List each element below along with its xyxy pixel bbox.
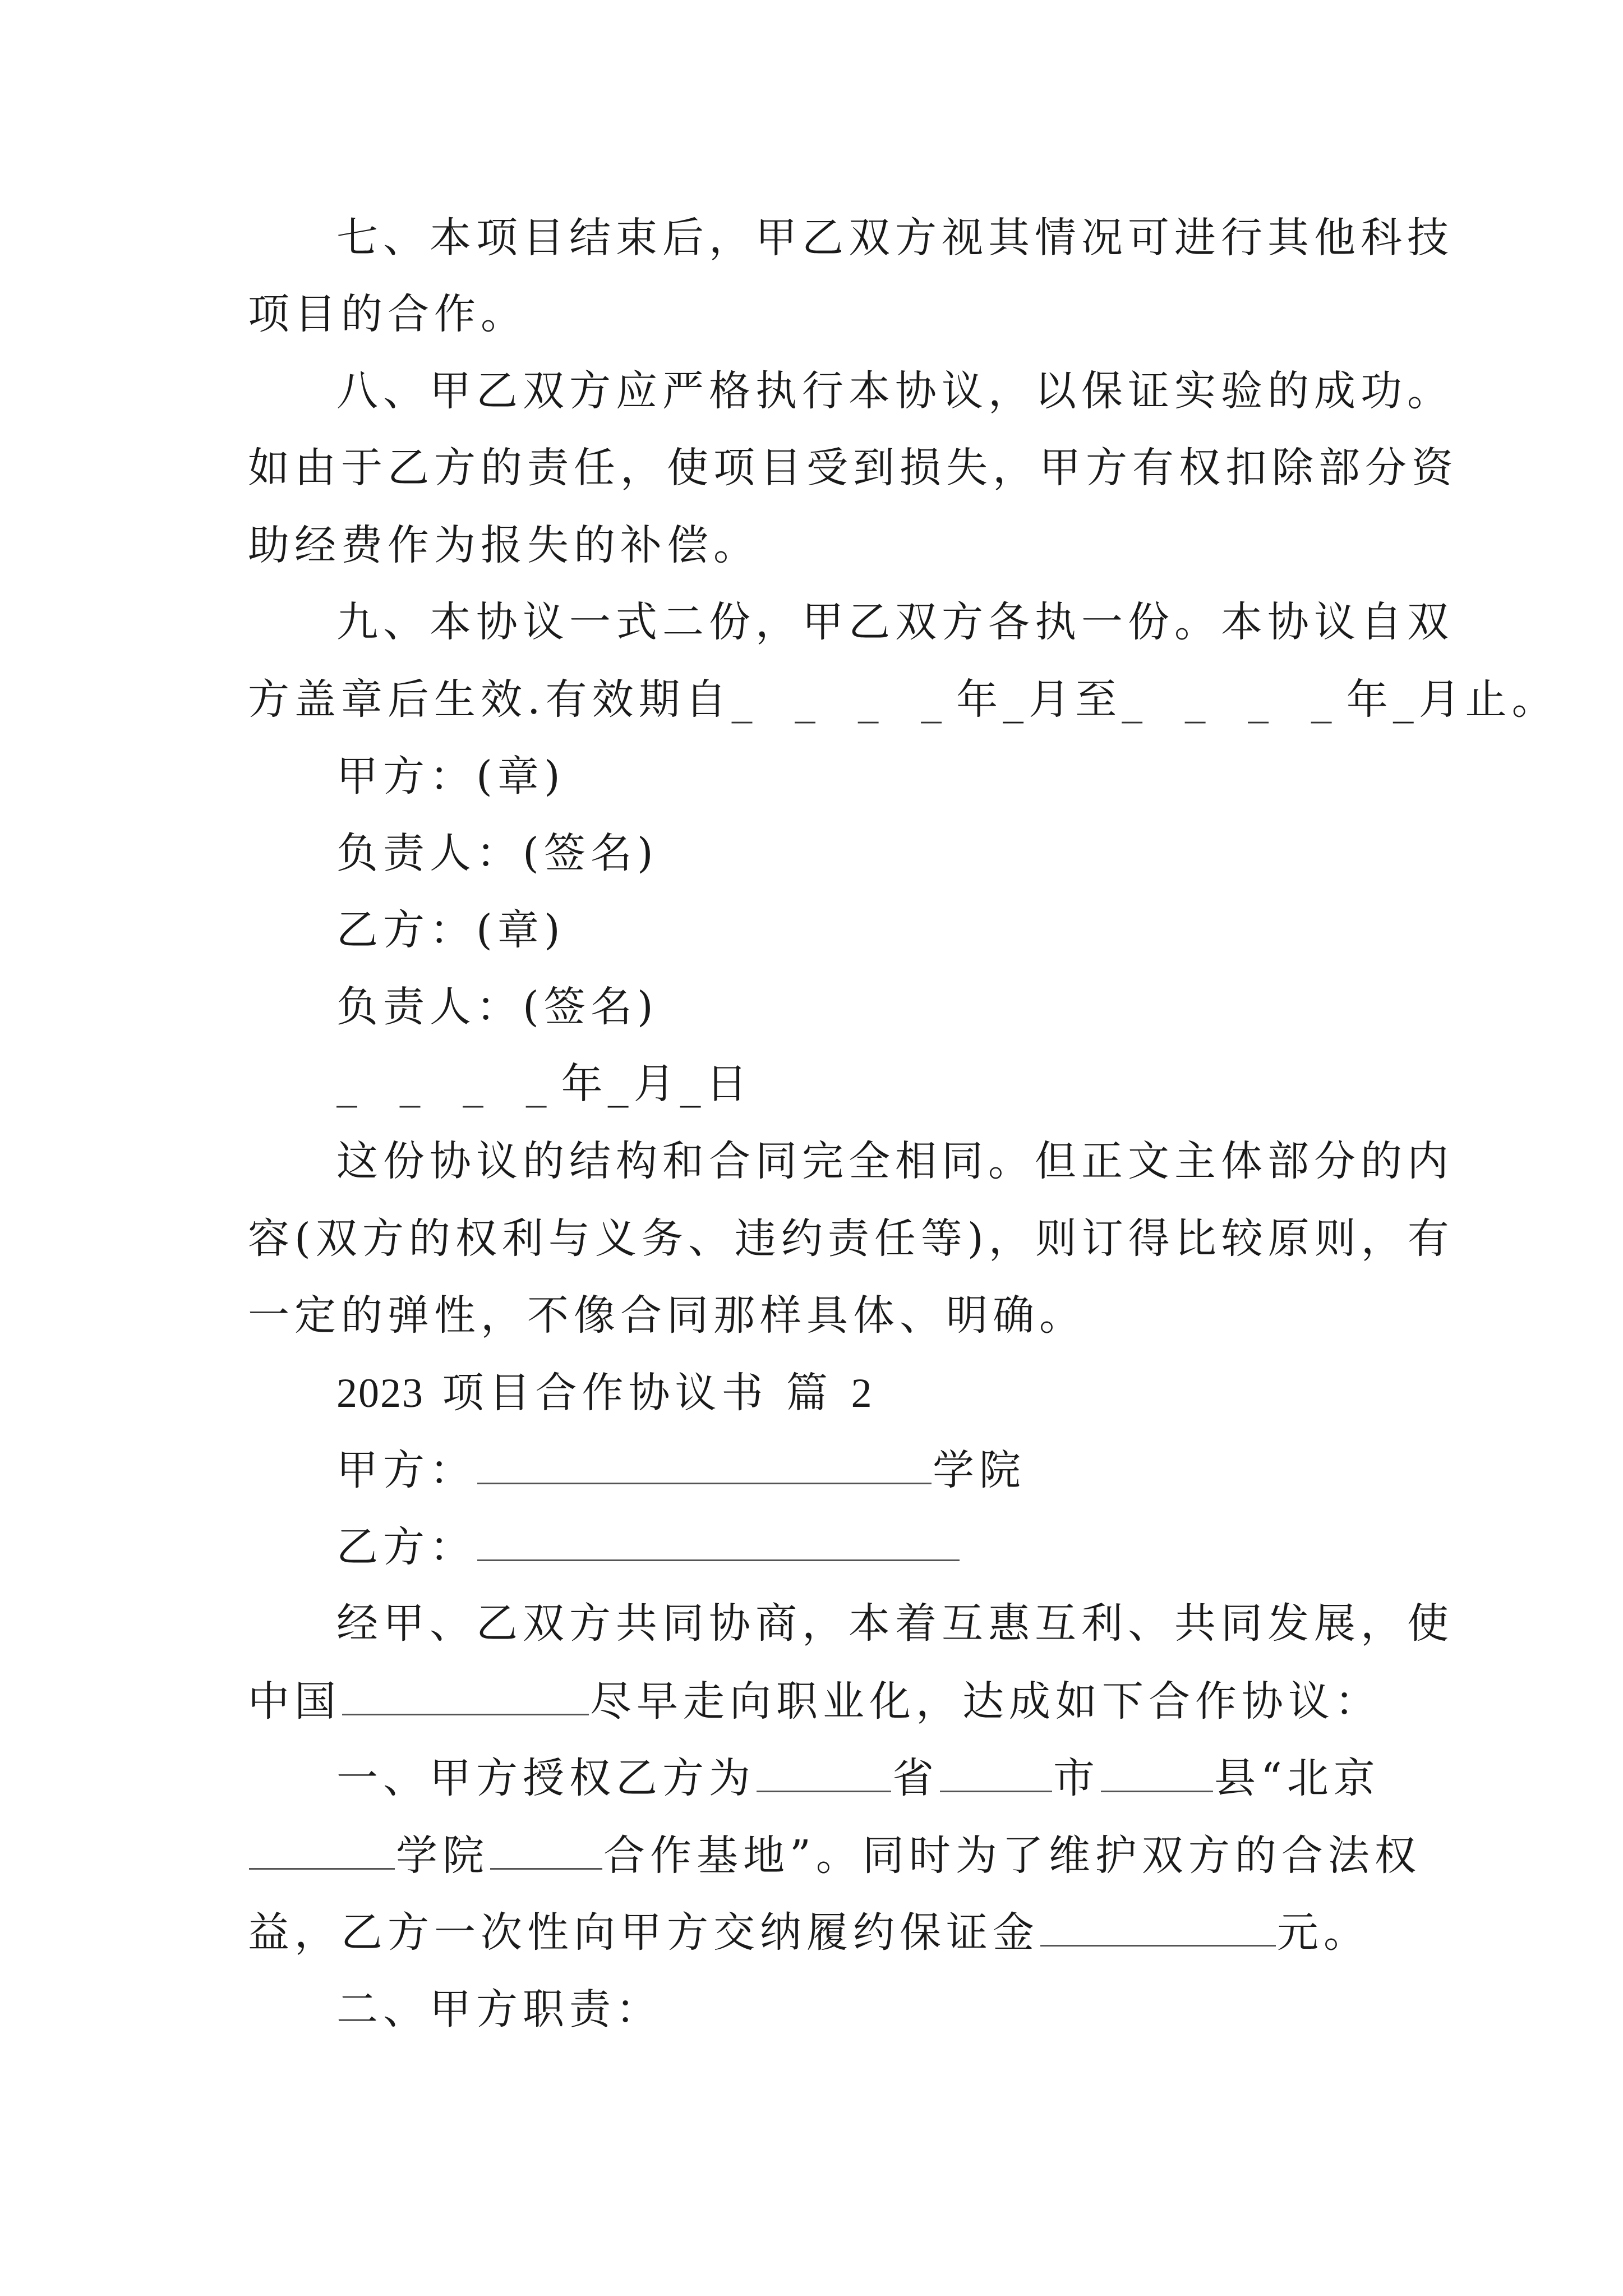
county-label: 县“北京 <box>1214 1754 1380 1802</box>
college-label: 学院 <box>396 1832 489 1880</box>
party-b-blank <box>477 1526 960 1561</box>
party-a-suffix: 学院 <box>933 1446 1026 1494</box>
month-end-label: 月止。 <box>1418 675 1559 724</box>
paragraph-8-line-2: 如由于乙方的责任，使项目受到损失，甲方有权扣除部分资 <box>248 444 1458 492</box>
clause-2-heading: 二、甲方职责： <box>336 1985 662 2033</box>
deposit-amount-blank <box>1040 1911 1276 1947</box>
city-label: 市 <box>1053 1754 1100 1802</box>
province-label: 省 <box>892 1754 939 1802</box>
commentary-line-1: 这份协议的结构和合同完全相同。但正文主体部分的内 <box>336 1137 1454 1185</box>
validity-end-year-blank: _ _ _ _ <box>1122 675 1347 724</box>
county-blank <box>1101 1757 1213 1792</box>
party-a-label: 甲方： <box>336 1446 476 1494</box>
month-blank: _ <box>607 1060 634 1108</box>
paragraph-7-line-1: 七、本项目结束后，甲乙双方视其情况可进行其他科技 <box>336 214 1454 262</box>
party-a-field <box>336 1446 1026 1494</box>
heading-title: 项目合作协议书 篇 <box>442 1369 833 1417</box>
clause-1-line-2 <box>248 1832 1421 1880</box>
preamble-blank <box>342 1680 589 1715</box>
month-label: 月 <box>633 1060 680 1108</box>
province-blank <box>757 1757 891 1792</box>
year-label: 年 <box>1346 675 1393 724</box>
paragraph-7-line-2: 项目的合作。 <box>248 290 527 338</box>
preamble-line-2 <box>248 1677 1381 1726</box>
year-label: 年 <box>561 1060 608 1108</box>
month-blank: _ <box>1393 675 1419 724</box>
paragraph-8-line-1: 八、甲乙双方应严格执行本协议，以保证实验的成功。 <box>336 367 1454 415</box>
clause-1-line-1 <box>336 1754 1380 1802</box>
city-blank <box>940 1757 1052 1792</box>
day-blank: _ <box>680 1060 706 1108</box>
heading-number: 2 <box>851 1370 873 1416</box>
base-blank <box>490 1834 602 1870</box>
party-b-field <box>336 1523 961 1571</box>
commentary-line-3: 一定的弹性，不像合同那样具体、明确。 <box>248 1291 1086 1340</box>
section-heading <box>336 1369 873 1417</box>
clause-1-prefix: 一、甲方授权乙方为 <box>336 1754 755 1802</box>
clause-1-continuation: 合作基地”。同时为了维护双方的合法权 <box>603 1832 1421 1880</box>
day-label: 日 <box>706 1060 753 1108</box>
college-blank <box>249 1834 395 1870</box>
month-blank: _ <box>1003 675 1029 724</box>
party-b-label: 乙方： <box>336 1523 476 1571</box>
year-label: 年 <box>956 675 1003 724</box>
validity-prefix: 方盖章后生效.有效期自 <box>248 675 732 724</box>
preamble-prefix: 中国 <box>248 1677 341 1726</box>
paragraph-9-line-1: 九、本协议一式二份，甲乙双方各执一份。本协议自双 <box>336 598 1454 646</box>
party-a-seal: 甲方：(章) <box>336 752 565 800</box>
heading-year: 2023 <box>336 1370 424 1416</box>
deposit-unit: 元。 <box>1277 1908 1370 1957</box>
commentary-line-2: 容(双方的权利与义务、违约责任等)，则订得比较原则，有 <box>248 1214 1454 1263</box>
party-a-signatory: 负责人：(签名) <box>336 829 658 877</box>
party-a-blank <box>477 1449 932 1484</box>
preamble-line-1: 经甲、乙双方共同协商，本着互惠互利、共同发展，使 <box>336 1599 1454 1648</box>
clause-1-line-3 <box>248 1908 1370 1957</box>
preamble-suffix: 尽早走向职业化，达成如下合作协议： <box>590 1677 1381 1726</box>
paragraph-8-line-3: 助经费作为报失的补偿。 <box>248 521 760 569</box>
party-b-signatory: 负责人：(签名) <box>336 983 658 1031</box>
party-b-seal: 乙方：(章) <box>336 906 565 954</box>
month-to-label: 月至 <box>1029 675 1122 724</box>
paragraph-9-line-2 <box>248 675 1559 724</box>
validity-start-year-blank: _ _ _ _ <box>731 675 957 724</box>
deposit-prefix: 益，乙方一次性向甲方交纳履约保证金 <box>248 1908 1039 1957</box>
date-year-blank: _ _ _ _ <box>336 1060 561 1108</box>
signing-date <box>336 1060 753 1108</box>
